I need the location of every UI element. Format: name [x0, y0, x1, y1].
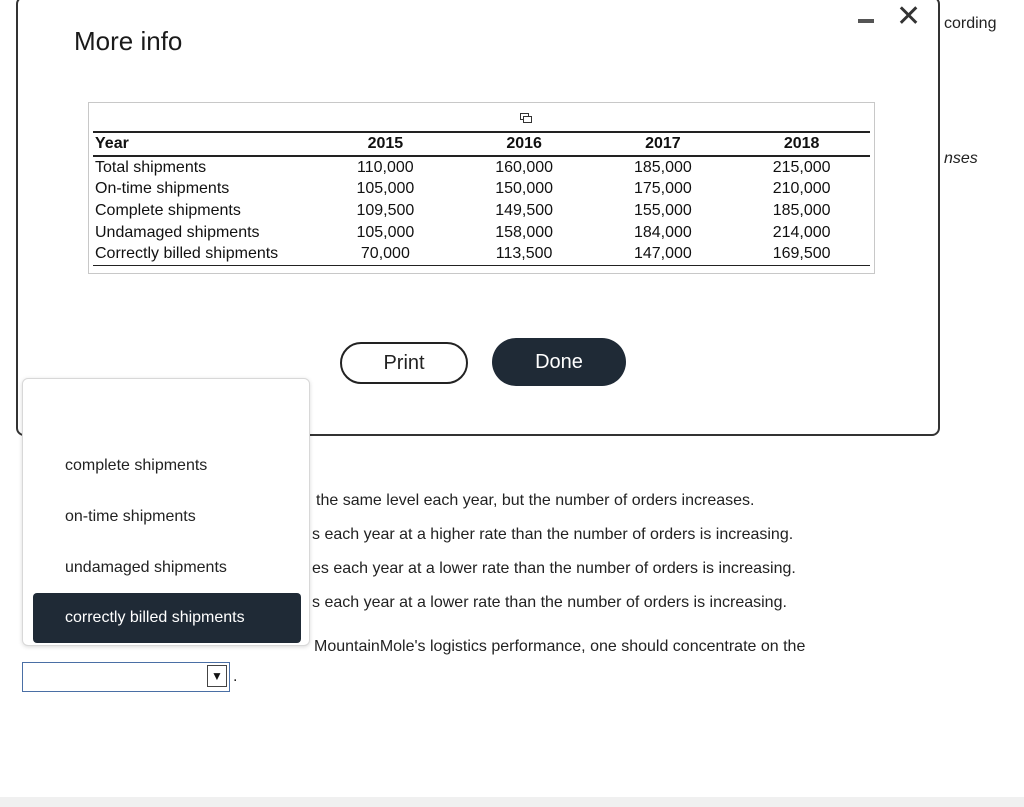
cell: 214,000	[772, 223, 831, 241]
header-2015: 2015	[315, 132, 454, 156]
cell: 185,000	[633, 158, 692, 176]
menu-item-correctly-billed-shipments[interactable]: correctly billed shipments	[33, 593, 301, 643]
header-2016: 2016	[454, 132, 593, 156]
cell: 160,000	[495, 158, 554, 176]
cell: 155,000	[633, 202, 692, 220]
answer-option-c[interactable]: es each year at a lower rate than the number of orders is increasing.	[312, 560, 796, 577]
bottom-bar	[0, 797, 1024, 807]
cell: 210,000	[772, 180, 831, 198]
cell: 169,500	[731, 243, 870, 265]
cell: 70,000	[315, 243, 454, 265]
answer-select[interactable]	[22, 662, 230, 692]
cell: 149,500	[495, 202, 554, 220]
header-2017: 2017	[593, 132, 732, 156]
minimize-icon[interactable]	[858, 19, 874, 23]
cell: 105,000	[356, 223, 415, 241]
menu-item-on-time-shipments[interactable]: on-time shipments	[65, 508, 196, 525]
print-button[interactable]: Print	[340, 342, 468, 384]
cell: 147,000	[593, 243, 732, 265]
dialog-title: More info	[74, 26, 183, 56]
cell: 175,000	[633, 180, 692, 198]
cell: 215,000	[772, 158, 831, 176]
cell: 184,000	[633, 223, 692, 241]
table-row	[93, 243, 870, 265]
table-row	[93, 221, 870, 243]
cell: 110,000	[357, 158, 414, 176]
table-header-row	[93, 132, 870, 156]
answer-option-d[interactable]: s each year at a lower rate than the number of orders is increasing.	[312, 594, 787, 611]
table-row	[93, 178, 870, 200]
answer-option-b[interactable]: s each year at a higher rate than the number of orders is increasing.	[312, 526, 794, 543]
menu-item-complete-shipments[interactable]: complete shipments	[65, 457, 208, 474]
table-row	[93, 200, 870, 222]
cell: 158,000	[495, 223, 554, 241]
header-year: Year	[93, 132, 315, 156]
cell: 185,000	[772, 202, 831, 220]
cell: 105,000	[356, 180, 415, 198]
row-label: Total shipments	[95, 158, 207, 176]
row-label: Complete shipments	[95, 202, 241, 220]
header-2018: 2018	[731, 132, 870, 156]
cell: 150,000	[495, 180, 554, 198]
more-info-dialog	[16, 0, 940, 436]
data-table-box	[88, 102, 875, 274]
dropdown-menu	[22, 378, 310, 646]
sentence-period: .	[233, 668, 238, 685]
table-row	[93, 156, 870, 179]
row-label: Undamaged shipments	[95, 223, 260, 241]
row-label: On-time shipments	[95, 180, 230, 198]
answer-option-a[interactable]: the same level each year, but the number of orders increases.	[316, 492, 755, 509]
menu-item-undamaged-shipments[interactable]: undamaged shipments	[65, 559, 227, 576]
row-label: Correctly billed shipments	[93, 243, 315, 265]
cell: 109,500	[356, 202, 415, 220]
background-cut-text-mid: nses	[944, 150, 978, 167]
copy-icon[interactable]	[520, 113, 532, 123]
done-button[interactable]: Done	[492, 338, 626, 386]
background-cut-text-top: cording	[944, 15, 997, 32]
shipments-table	[93, 131, 870, 266]
close-icon[interactable]: ✕	[896, 0, 922, 33]
question-text: MountainMole's logistics performance, one should concentrate on the	[314, 638, 806, 655]
dropdown-arrow-icon[interactable]: ▼	[207, 665, 227, 687]
cell: 113,500	[454, 243, 593, 265]
